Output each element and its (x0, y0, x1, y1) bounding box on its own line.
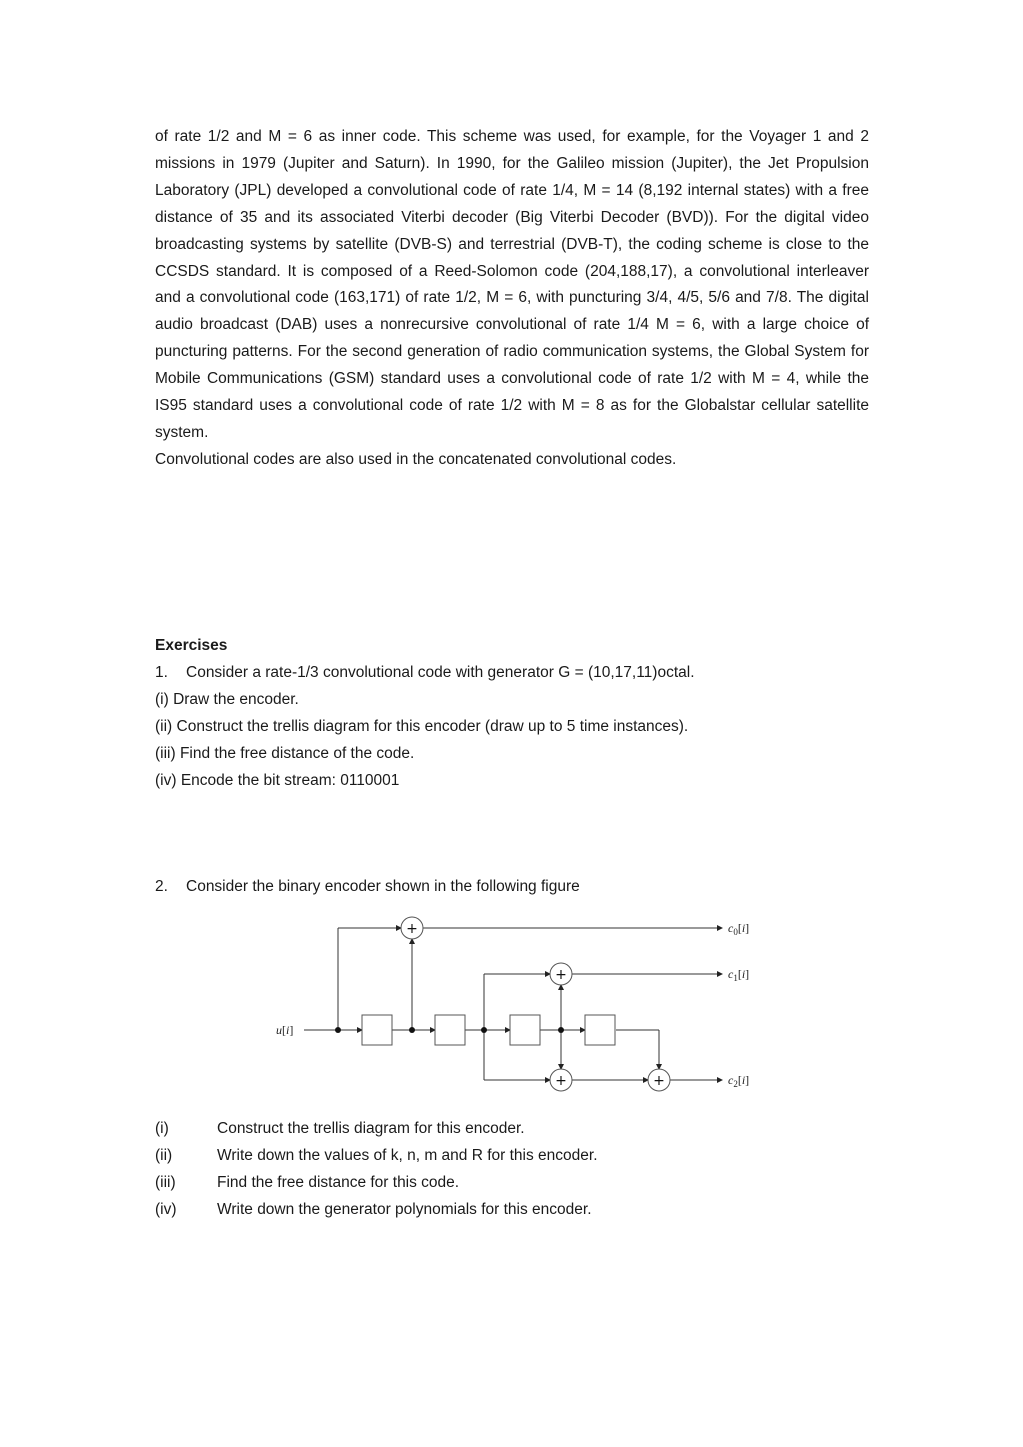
delay-box (585, 1015, 615, 1045)
junction-dot (558, 1027, 564, 1033)
encoder-diagram (270, 910, 770, 1100)
question-2-part (155, 1170, 869, 1197)
question-2-text: Consider the binary encoder shown in the following figure (186, 878, 580, 895)
junction-dot (481, 1027, 487, 1033)
adder-symbol: + (555, 1073, 567, 1089)
question-2-number: 2. (155, 878, 168, 895)
part-label: (iii) (155, 1173, 176, 1191)
part-text: Find the free distance for this code. (217, 1173, 460, 1191)
paragraph-concatenated: Convolutional codes are also used in the concatenated convolutional codes. (155, 450, 677, 468)
output-label-c1: $c_1[i]$ (728, 967, 750, 983)
question-1 (155, 660, 869, 687)
question-1-part: (ii) Construct the trellis diagram for this encoder (draw up to 5 time instances). (155, 717, 689, 735)
delay-box (435, 1015, 465, 1045)
adder-symbol: + (406, 921, 418, 937)
question-1-part: (iv) Encode the bit stream: 0110001 (155, 771, 400, 789)
junction-dot (335, 1027, 341, 1033)
junction-dot (409, 1027, 415, 1033)
delay-box (362, 1015, 392, 1045)
body-text (155, 124, 869, 474)
question-1-part: (i) Draw the encoder. (155, 690, 299, 708)
part-text: Construct the trellis diagram for this encoder. (217, 1120, 525, 1137)
question-2-part (155, 1197, 869, 1224)
question-2-parts (155, 1116, 869, 1224)
question-2 (155, 874, 869, 901)
adder-symbol: + (653, 1073, 665, 1089)
part-label: (ii) (155, 1146, 173, 1164)
part-label: (iv) (155, 1200, 177, 1218)
exercises-section (155, 633, 869, 794)
exercises-heading: Exercises (155, 637, 228, 654)
paragraph-convolutional-applications: of rate 1/2 and M = 6 as inner code. This scheme was used, for example, for the Voyager 1 and 2 missions in 1979 (Jupiter and Saturn). In 1990, for the Galileo mission (Jupiter), the Jet Propulsion Laboratory (JPL) developed a convolutional code of rate 1/4, M = 14 (8,192 internal states) with a free distance of 35 and its associated Viterbi decoder (Big Viterbi Decoder (BVD)). For the digital video broadcasting systems by satellite (DVB-S) and terrestrial (DVB-T), the coding scheme is close to the CCSDS standard. It is composed of a Reed-Solomon code (204,188,17), a convolutional interleaver and a convolutional code (163,171) of rate 1/2, M = 6, with puncturing 3/4, 4/5, 5/6 and 7/8. The digital audio broadcast (DAB) uses a nonrecursive convolutional of rate 1/4 M = 6, with a large choice of puncturing patterns. For the second generation of radio communication systems, the Global System for Mobile Communications (GSM) standard uses a convolutional code of rate 1/2 with M = 4, while the IS95 standard uses a convolutional code of rate 1/2 with M = 8 as for the Globalstar cellular satellite system. (155, 128, 869, 441)
question-2-part (155, 1116, 869, 1143)
part-label: (i) (155, 1120, 169, 1137)
question-1-text: Consider a rate-1/3 convolutional code with generator G = (10,17,11)octal. (186, 663, 695, 681)
question-2-part (155, 1143, 869, 1170)
part-text: Write down the values of k, n, m and R for this encoder. (217, 1146, 598, 1164)
output-label-c2: $c_2[i]$ (728, 1073, 750, 1089)
part-text: Write down the generator polynomials for this encoder. (217, 1200, 592, 1218)
input-label: u[i] (276, 1023, 294, 1037)
delay-box (510, 1015, 540, 1045)
adder-symbol: + (555, 967, 567, 983)
output-label-c0: $c_0[i]$ (728, 921, 750, 937)
question-1-part: (iii) Find the free distance of the code. (155, 744, 415, 762)
question-1-number: 1. (155, 663, 168, 681)
